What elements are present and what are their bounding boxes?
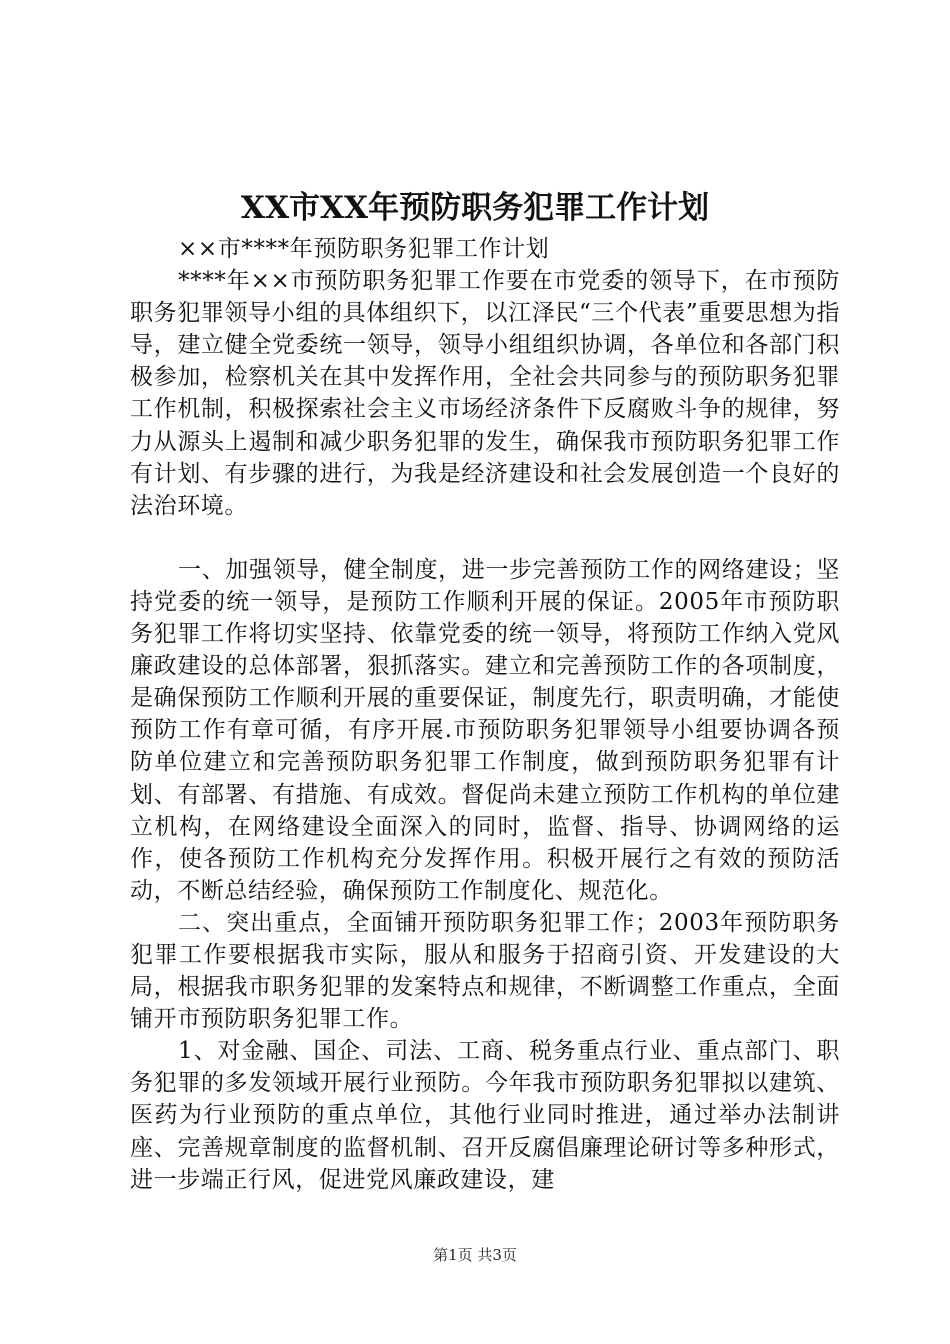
paragraph-section-one: 一、加强领导，健全制度，进一步完善预防工作的网络建设；坚持党委的统一领导，是预防工作顺利开展的保证。2005年市预防职务犯罪工作将切实坚持、依靠党委的统一领导，将预防工作纳入党风廉政建设的总体部署，狠抓落实。建立和完善预防工作的各项制度，是确保预防工作顺利开展的重要保证，制度先行，职责明确，才能使预防工作有章可循，有序开展.市预防职务犯罪领导小组要协调各预防单位建立和完善预防职务犯罪工作制度，做到预防职务犯罪有计划、有部署、有措施、有成效。督促尚未建立预防工作机构的单位建立机构，在网络建设全面深入的同时，监督、指导、协调网络的运作，使各预防工作机构充分发挥作用。积极开展行之有效的预防活动，不断总结经验，确保预防工作制度化、规范化。 bbox=[130, 556, 840, 904]
paragraph-section-two: 二、突出重点，全面铺开预防职务犯罪工作；2003年预防职务犯罪工作要根据我市实际，服从和服务于招商引资、开发建设的大局，根据我市职务犯罪的发案特点和规律，不断调整工作重点，全面铺开市预防职务犯罪工作。 bbox=[130, 909, 840, 1033]
document-body bbox=[130, 233, 840, 1196]
page-number-footer: 第1页 共3页 bbox=[433, 1246, 517, 1264]
paragraph-subtitle: ××市****年预防职务犯罪工作计划 bbox=[178, 236, 550, 262]
paragraph-item-one: 1、对金融、国企、司法、工商、税务重点行业、重点部门、职务犯罪的多发领域开展行业预防。今年我市预防职务犯罪拟以建筑、医药为行业预防的重点单位，其他行业同时推进，通过举办法制讲座、完善规章制度的监督机制、召开反腐倡廉理论研讨等多种形式，进一步端正行风，促进党风廉政建设，建 bbox=[130, 1038, 840, 1193]
paragraph-intro: ****年××市预防职务犯罪工作要在市党委的领导下，在市预防职务犯罪领导小组的具体组织下，以江泽民“三个代表”重要思想为指导，建立健全党委统一领导，领导小组组织协调，各单位和各部门积极参加，检察机关在其中发挥作用，全社会共同参与的预防职务犯罪工作机制，积极探索社会主义市场经济条件下反腐败斗争的规律，努力从源头上遏制和减少职务犯罪的发生，确保我市预防职务犯罪工作有计划、有步骤的进行，为我是经济建设和社会发展创造一个良好的法治环境。 bbox=[130, 268, 840, 519]
document-title: XX市XX年预防职务犯罪工作计划 bbox=[240, 190, 710, 226]
